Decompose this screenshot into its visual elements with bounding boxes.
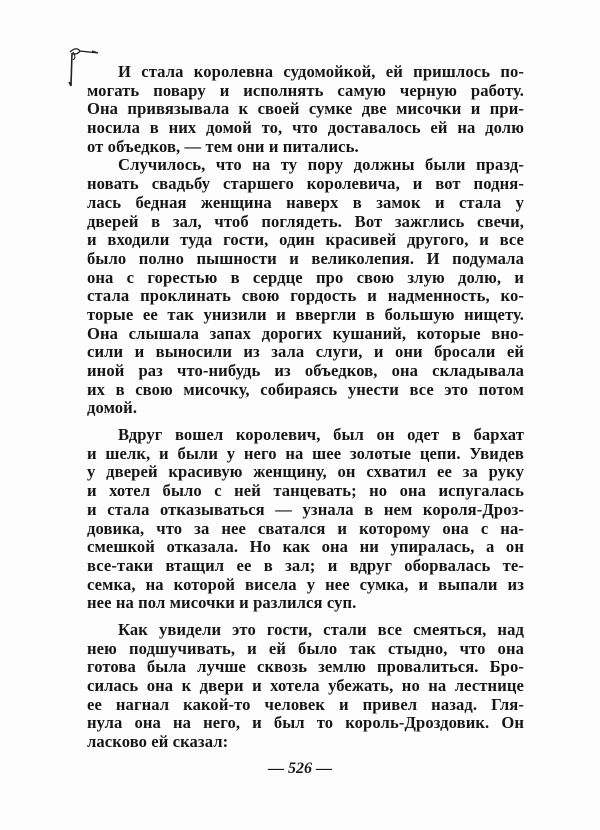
text-line: от объедков, — тем они и питались.: [87, 136, 359, 156]
body-text: [87, 63, 524, 752]
text-line: Она привязывала к своей сумке две мисочки и при-: [87, 99, 524, 119]
text-line: и входили туда гости, один красивей другого, и все: [87, 230, 524, 250]
paragraph: [87, 156, 524, 418]
text-line: домой.: [87, 398, 138, 418]
text-line: носила в них домой то, что доставалось ей на долю: [87, 118, 524, 138]
text-line: и шелк, и были у него на шее золотые цепи. Увидев: [87, 443, 524, 463]
text-line: нее на пол мисочки и разлился суп.: [87, 593, 357, 613]
text-line: у дверей красивую женщину, он схватил ее за руку: [87, 462, 524, 482]
text-line: И стала королевна судомойкой, ей пришлось по-: [118, 62, 524, 81]
text-line: Как увидели это гости, стали все смеяться, над: [118, 619, 524, 639]
text-line: нула она на него, и был то король-Дроздовик. Он: [87, 713, 524, 733]
text-line: семка, на которой висела у нее сумка, и выпали из: [87, 574, 524, 594]
text-line: довика, что за нее сватался и которому она с на-: [87, 518, 524, 538]
text-line: нею подшучивать, и ей было так стыдно, что она: [87, 638, 524, 658]
paragraph: [87, 621, 524, 752]
text-line: и хотел было с ней танцевать; но она испугалась: [87, 481, 524, 501]
text-line: Она слышала запах дорогих кушаний, которые вно-: [87, 323, 524, 343]
text-line: новать свадьбу старшего королевича, и вот подня-: [87, 174, 524, 194]
text-line: все-таки втащил ее в зал; и вдруг оборвалась те-: [87, 555, 524, 575]
text-line: она с горестью в сердце про свою злую долю, и: [87, 267, 524, 287]
text-line: было полно пышности и великолепия. И подумала: [87, 248, 524, 268]
text-line: ласково ей сказал:: [87, 732, 229, 752]
text-line: Вдруг вошел королевич, был он одет в бархат: [118, 425, 524, 445]
text-line: лась бедная женщина наверх в замок и стала у: [87, 192, 524, 212]
paragraph: [87, 63, 524, 156]
text-line: смешкой отказала. Но как она ни упиралась, а он: [87, 537, 524, 557]
text-line: торые ее так унизили и ввергли в большую нищету.: [87, 304, 524, 324]
text-line: силась она к двери и хотела убежать, но на лестнице: [87, 676, 524, 695]
text-line: дверей в зал, чтоб поглядеть. Вот зажглись свечи,: [87, 211, 524, 231]
text-line: стала проклинать свою гордость и надменность, ко-: [87, 286, 524, 306]
text-line: могать повару и исполнять самую черную работу.: [87, 80, 524, 100]
page-number: — 526 —: [268, 760, 332, 777]
paragraph: [87, 426, 524, 613]
text-line: Случилось, что на ту пору должны были празд-: [118, 155, 524, 175]
text-line: готова была лучше сквозь землю провалиться. Бро-: [87, 657, 524, 677]
text-line: иной раз что-нибудь из объедков, она складывала: [87, 361, 524, 380]
text-line: ее нагнал какой-то человек и привел назад. Гля-: [87, 694, 524, 714]
text-line: сили и выносили из зала слуги, и они бросали ей: [87, 342, 524, 362]
text-line: их в свою мисочку, собираясь унести все это потом: [87, 379, 524, 399]
text-line: и стала отказываться — узнала в нем короля-Дроз-: [87, 499, 524, 519]
